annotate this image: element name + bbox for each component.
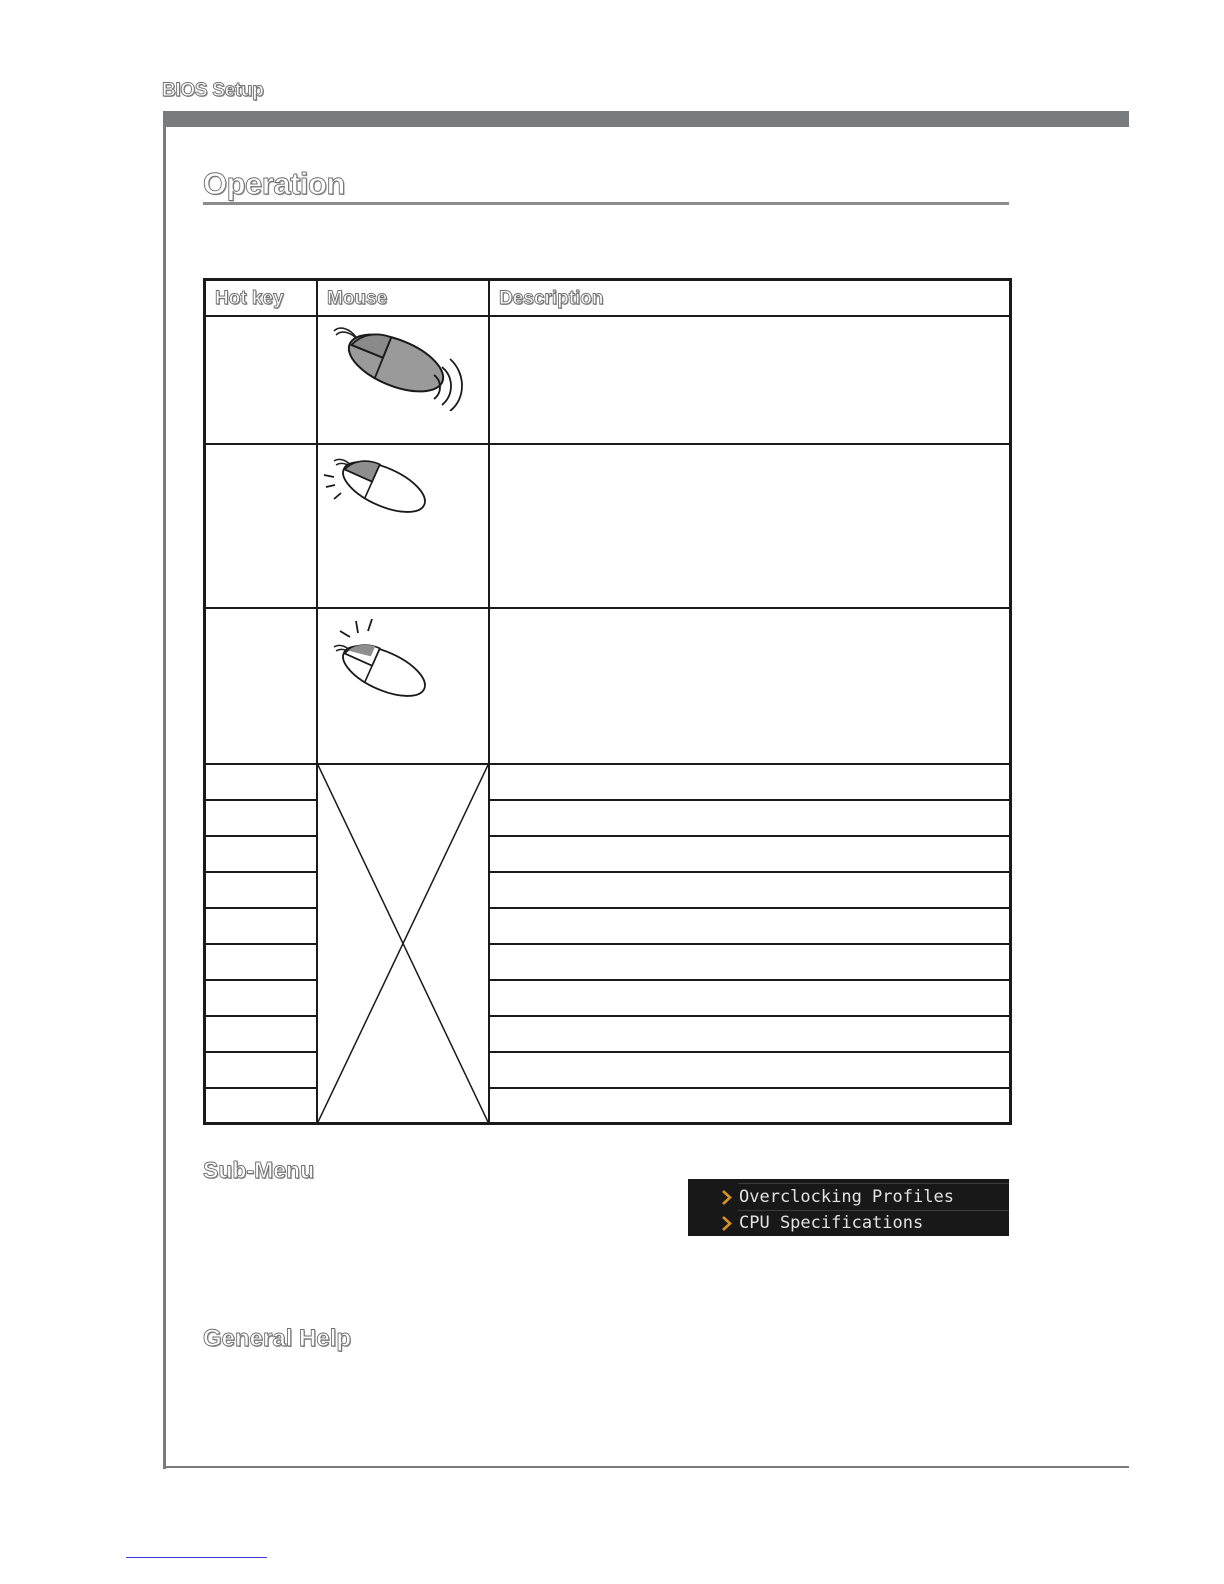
row-divider bbox=[206, 607, 1009, 609]
row-divider-hotkey bbox=[206, 799, 316, 801]
submenu-screenshot bbox=[688, 1179, 1009, 1236]
row-divider-hotkey bbox=[206, 943, 316, 945]
operation-underline bbox=[203, 202, 1009, 205]
header-bar bbox=[163, 111, 1129, 127]
operation-title: Operation bbox=[203, 166, 345, 201]
header-divider bbox=[206, 315, 1009, 317]
row-divider-description bbox=[490, 943, 1009, 945]
column-header-hotkey: Hot key bbox=[215, 288, 284, 309]
row-divider-hotkey bbox=[206, 1015, 316, 1017]
general-help-title: General Help bbox=[203, 1325, 352, 1352]
cross-out-icon bbox=[318, 765, 488, 1122]
menu-item-overclocking-profiles[interactable] bbox=[688, 1185, 1009, 1210]
row-divider-description bbox=[490, 1051, 1009, 1053]
chevron-right-icon bbox=[720, 1211, 734, 1236]
column-header-description: Description bbox=[499, 288, 604, 309]
row-divider-hotkey bbox=[206, 979, 316, 981]
row-divider-description bbox=[490, 907, 1009, 909]
row-divider-description bbox=[490, 799, 1009, 801]
menu-item-label: Overclocking Profiles bbox=[739, 1187, 954, 1207]
column-divider bbox=[488, 281, 490, 1122]
column-header-mouse: Mouse bbox=[327, 288, 388, 309]
mouse-right-click-icon bbox=[322, 617, 432, 708]
row-divider-description bbox=[490, 871, 1009, 873]
chevron-right-icon bbox=[720, 1185, 734, 1210]
row-divider-hotkey bbox=[206, 1051, 316, 1053]
submenu-title: Sub-Menu bbox=[203, 1157, 315, 1183]
menu-item-cpu-specifications[interactable] bbox=[688, 1211, 1009, 1236]
row-divider-hotkey bbox=[206, 1087, 316, 1089]
row-divider-hotkey bbox=[206, 835, 316, 837]
row-divider-description bbox=[490, 835, 1009, 837]
hotkey-table bbox=[203, 278, 1012, 1125]
page-left-rule bbox=[163, 111, 166, 1469]
mouse-move-icon bbox=[324, 323, 474, 416]
row-divider-hotkey bbox=[206, 907, 316, 909]
section-label: BIOS Setup bbox=[162, 80, 264, 101]
row-divider-description bbox=[490, 979, 1009, 981]
menu-separator bbox=[738, 1183, 1009, 1184]
row-divider-description bbox=[490, 1087, 1009, 1089]
footer-underline bbox=[126, 1557, 267, 1558]
row-divider-description bbox=[490, 1015, 1009, 1017]
menu-item-label: CPU Specifications bbox=[739, 1213, 924, 1233]
page-bottom-rule bbox=[163, 1466, 1129, 1468]
mouse-left-click-icon bbox=[322, 457, 432, 524]
row-divider-hotkey bbox=[206, 871, 316, 873]
row-divider bbox=[206, 443, 1009, 445]
